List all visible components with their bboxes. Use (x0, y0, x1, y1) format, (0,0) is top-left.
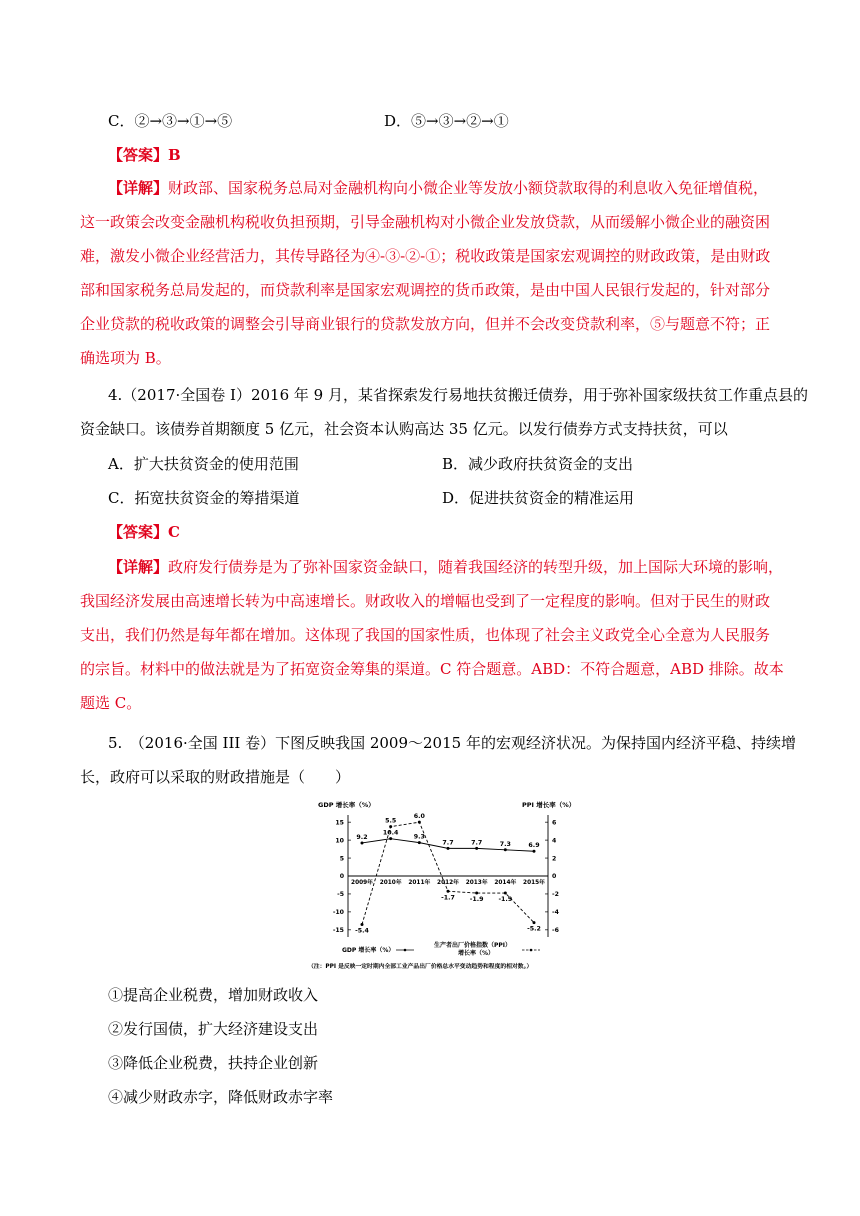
ppi-point (533, 921, 536, 924)
ppi-data-label: -5.2 (527, 925, 541, 933)
right-tick-label: -2 (552, 891, 559, 899)
left-tick-label: 15 (335, 819, 344, 827)
ppi-point (389, 825, 392, 828)
q4-option-d: D．促进扶贫资金的精准运用 (442, 489, 635, 507)
gdp-data-label: 7.7 (471, 839, 483, 847)
q4-option-a: A．扩大扶贫资金的使用范围 (108, 455, 299, 473)
answer-label: 【答案】 (108, 146, 169, 164)
right-axis-title: PPI 增长率（%） (522, 801, 576, 809)
ppi-data-label: 6.0 (413, 813, 425, 821)
gdp-point (447, 847, 450, 850)
detail-label: 【详解】 (108, 558, 169, 576)
q5-option-1: ①提高企业税费，增加财政收入 (108, 986, 319, 1004)
gdp-data-label: 10.4 (382, 829, 399, 837)
q3-detail-line-6: 确选项为 B。 (80, 349, 171, 367)
answer-value: C (168, 523, 180, 541)
q4-stem-line-2: 资金缺口。该债券首期额度 5 亿元，社会资本认购高达 35 亿元。以发行债券方式支持扶贫，可以 (80, 420, 728, 438)
q3-option-d: D．⑤→③→②→① (384, 112, 509, 130)
left-tick-label: -10 (332, 909, 344, 917)
gdp-data-label: 7.3 (499, 840, 511, 848)
gdp-point (389, 837, 392, 840)
gdp-point (361, 841, 364, 844)
legend-ppi-marker (530, 949, 533, 952)
right-tick-label: 0 (552, 873, 557, 881)
gdp-point (533, 850, 536, 853)
ppi-data-label: -5.4 (355, 927, 369, 935)
q5-option-3: ③降低企业税费，扶持企业创新 (108, 1054, 319, 1072)
q5-option-2: ②发行国债，扩大经济建设支出 (108, 1020, 319, 1038)
chart-plot-area (333, 813, 560, 937)
q3-answer (108, 144, 181, 166)
ppi-point (504, 892, 507, 895)
gdp-data-label: 9.3 (413, 833, 425, 841)
answer-value: B (168, 146, 181, 164)
x-tick-label: 2011年 (408, 880, 431, 886)
q5-option-4: ④减少财政赤字，降低财政赤字率 (108, 1088, 334, 1106)
q3-detail-line-2: 这一政策会改变金融机构税收负担预期，引导金融机构对小微企业发放贷款，从而缓解小微企业的融资困 (80, 213, 771, 231)
x-tick-label: 2012年 (437, 880, 459, 886)
right-tick-label: 6 (552, 819, 557, 827)
q4-option-b: B．减少政府扶贫资金的支出 (442, 455, 634, 473)
q5-stem-line-2: 长，政府可以采取的财政措施是（ ） (80, 768, 351, 786)
macro-economy-chart (300, 797, 590, 972)
legend-ppi-line-1: 生产者出厂价格指数（PPI） (434, 942, 512, 949)
q4-stem-line-1: 4.（2017·全国卷 I）2016 年 9 月，某省探索发行易地扶贫搬迁债券，用于弥补国家级扶贫工作重点县的 (108, 386, 808, 404)
ppi-data-label: -1.9 (469, 896, 484, 904)
chart-note: （注：PPI 是反映一定时期内全部工业产品出厂价格总水平变动趋势和程度的相对数。） (308, 964, 533, 970)
left-tick-label: -5 (337, 891, 344, 899)
x-tick-label: 2010年 (379, 880, 402, 886)
right-tick-label: 2 (552, 855, 557, 863)
legend-gdp-marker (404, 949, 407, 952)
q4-answer (108, 521, 180, 543)
q4-detail-line-5: 题选 C。 (80, 694, 142, 712)
q3-detail-line-3: 难，激发小微企业经营活力，其传导路径为④-③-②-①；税收政策是国家宏观调控的财政政策，是由财政 (80, 247, 771, 265)
gdp-point (504, 848, 507, 851)
left-tick-label: 5 (339, 855, 344, 863)
detail-text: 财政部、国家税务总局对金融机构向小微企业等发放小额贷款取得的利息收入免征增值税， (168, 179, 769, 197)
detail-label: 【详解】 (108, 179, 169, 197)
gdp-data-label: 6.9 (528, 842, 540, 850)
q4-detail-line-3: 支出，我们仍然是每年都在增加。这体现了我国的国家性质，也体现了社会主义政党全心全意为人民服务 (80, 626, 771, 644)
q4-detail-line-1 (108, 556, 783, 578)
q4-option-c: C．拓宽扶贫资金的筹措渠道 (108, 489, 300, 507)
gdp-point (418, 841, 421, 844)
gdp-data-label: 7.7 (442, 839, 454, 847)
legend-ppi-line-2: 增长率（%） (458, 950, 495, 957)
x-tick-label: 2015年 (523, 880, 545, 886)
q4-detail-line-4: 的宗旨。材料中的做法就是为了拓宽资金筹集的渠道。C 符合题意。ABD：不符合题意，ABD 排除。故本 (80, 660, 784, 678)
right-tick-label: 4 (552, 837, 557, 845)
answer-label: 【答案】 (108, 523, 169, 541)
q4-detail-line-2: 我国经济发展由高速增长转为中高速增长。财政收入的增幅也受到了一定程度的影响。但对于民生的财政 (80, 592, 771, 610)
legend-gdp: GDP 增长率（%） (342, 947, 395, 954)
left-tick-label: 0 (339, 873, 344, 881)
detail-text: 政府发行债券是为了弥补国家资金缺口，随着我国经济的转型升级，加上国际大环境的影响， (168, 558, 784, 576)
ppi-data-label: -1.7 (441, 894, 455, 902)
x-tick-label: 2009年 (351, 880, 373, 886)
right-tick-label: -6 (552, 927, 559, 935)
ppi-point (418, 821, 421, 824)
x-tick-label: 2013年 (465, 880, 488, 886)
right-tick-label: -4 (552, 909, 559, 917)
q3-detail-line-1 (108, 177, 768, 199)
ppi-data-label: -1.9 (498, 896, 513, 904)
left-tick-label: 10 (335, 837, 344, 845)
gdp-data-label: 9.2 (356, 833, 368, 841)
q5-stem-line-1: 5. （2016·全国 III 卷）下图反映我国 2009～2015 年的宏观经济状况。为保持国内经济平稳、持续增 (108, 734, 796, 752)
ppi-data-label: 5.5 (385, 817, 397, 825)
q3-option-c: C．②→③→①→⑤ (108, 112, 233, 130)
ppi-series-line (362, 822, 534, 924)
left-tick-label: -15 (332, 927, 344, 935)
ppi-point (361, 923, 364, 926)
q3-detail-line-5: 企业贷款的税收政策的调整会引导商业银行的贷款发放方向，但并不会改变贷款利率，⑤与题意不符；正 (80, 315, 771, 333)
q3-detail-line-4: 部和国家税务总局发起的，而贷款利率是国家宏观调控的货币政策，是由中国人民银行发起的，针对部分 (80, 281, 771, 299)
ppi-point (475, 892, 478, 895)
x-tick-label: 2014年 (494, 880, 517, 886)
gdp-point (475, 847, 478, 850)
ppi-point (447, 890, 450, 893)
left-axis-title: GDP 增长率（%） (318, 801, 375, 809)
